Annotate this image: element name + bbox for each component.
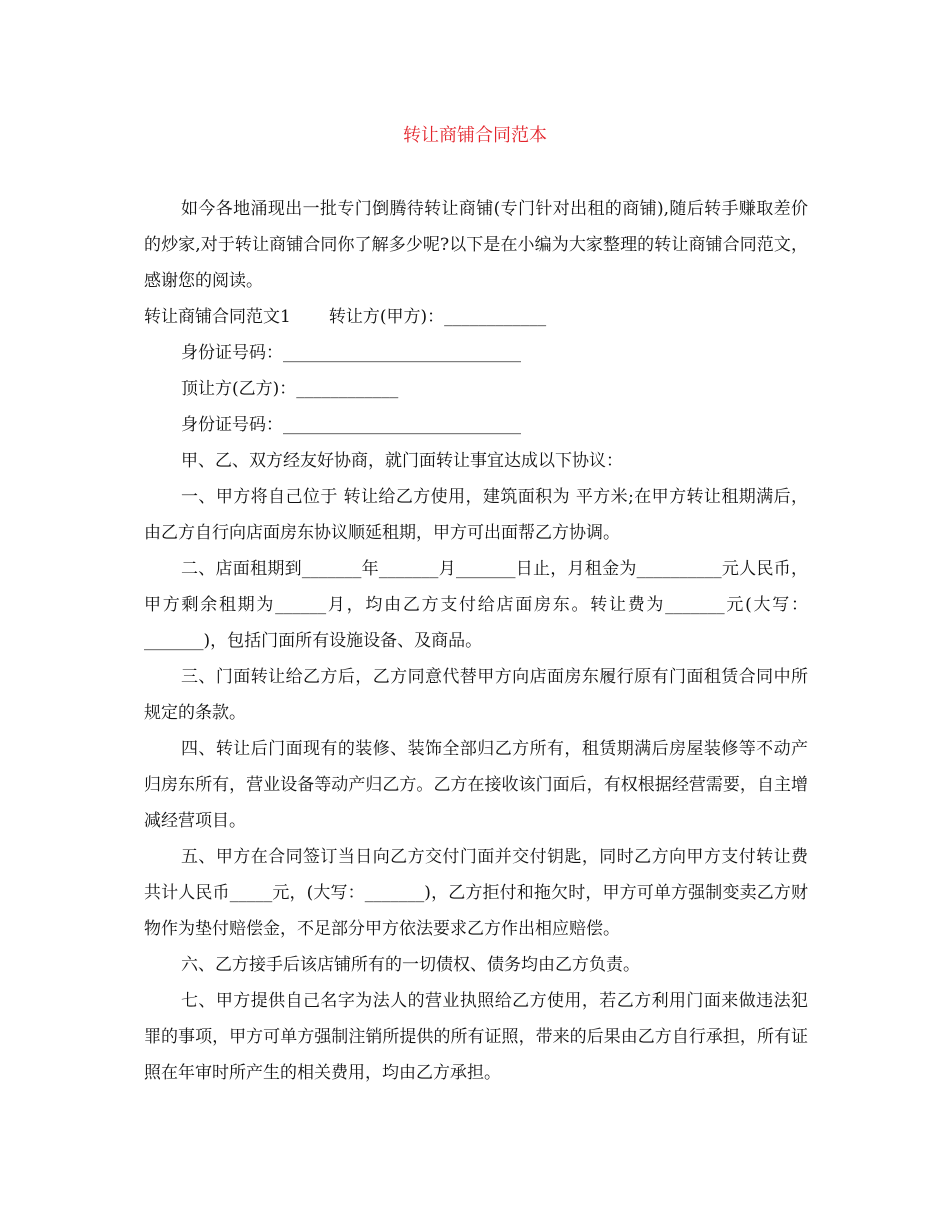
clause-3: 三、门面转让给乙方后，乙方同意代替甲方向店面房东履行原有门面租赁合同中所规定的条款。 bbox=[144, 667, 808, 723]
clause-1: 一、甲方将自己位于 转让给乙方使用，建筑面积为 平方米;在甲方转让租期满后，由乙方自行向店面房东协议顺延租期，甲方可出面帮乙方协调。 bbox=[144, 487, 808, 543]
id-number-field-1: 身份证号码：____________________________ bbox=[181, 343, 521, 363]
id-number-field-2: 身份证号码：____________________________ bbox=[181, 415, 521, 435]
section-heading: 转让商铺合同范文1 bbox=[144, 307, 291, 327]
document-title: 转让商铺合同范本 bbox=[403, 125, 547, 146]
agreement-intro: 甲、乙、双方经友好协商，就门面转让事宜达成以下协议： bbox=[181, 451, 623, 471]
clause-2: 二、店面租期到_______年_______月_______日止，月租金为__________元人民币，甲方剩余租期为______月，均由乙方支付给店面房东。转让费为_______元(大写：_______)，包括门面所有设施设备、及商品。 bbox=[144, 559, 808, 651]
document-body bbox=[144, 191, 808, 1091]
clause-6: 六、乙方接手后该店铺所有的一切债权、债务均由乙方负责。 bbox=[181, 955, 640, 975]
section-heading-line bbox=[144, 299, 808, 335]
clause-5: 五、甲方在合同签订当日向乙方交付门面并交付钥匙，同时乙方向甲方支付转让费共计人民币_____元，(大写：_______)，乙方拒付和拖欠时，甲方可单方强制变卖乙方财物作为垫付赔偿金，不足部分甲方依法要求乙方作出相应赔偿。 bbox=[144, 847, 808, 939]
intro-paragraph: 如今各地涌现出一批专门倒腾待转让商铺(专门针对出租的商铺),随后转手赚取差价的炒家,对于转让商铺合同你了解多少呢?以下是在小编为大家整理的转让商铺合同范文，感谢您的阅读。 bbox=[144, 199, 808, 291]
clause-7: 七、甲方提供自己名字为法人的营业执照给乙方使用，若乙方利用门面来做违法犯罪的事项，甲方可单方强制注销所提供的所有证照，带来的后果由乙方自行承担，所有证照在年审时所产生的相关费用，均由乙方承担。 bbox=[144, 991, 808, 1083]
clause-4: 四、转让后门面现有的装修、装饰全部归乙方所有，租赁期满后房屋装修等不动产归房东所有，营业设备等动产归乙方。乙方在接收该门面后，有权根据经营需要，自主增减经营项目。 bbox=[144, 739, 808, 831]
transferee-field: 顶让方(乙方)：____________ bbox=[181, 379, 399, 399]
transferor-field: 转让方(甲方)：____________ bbox=[328, 307, 547, 327]
